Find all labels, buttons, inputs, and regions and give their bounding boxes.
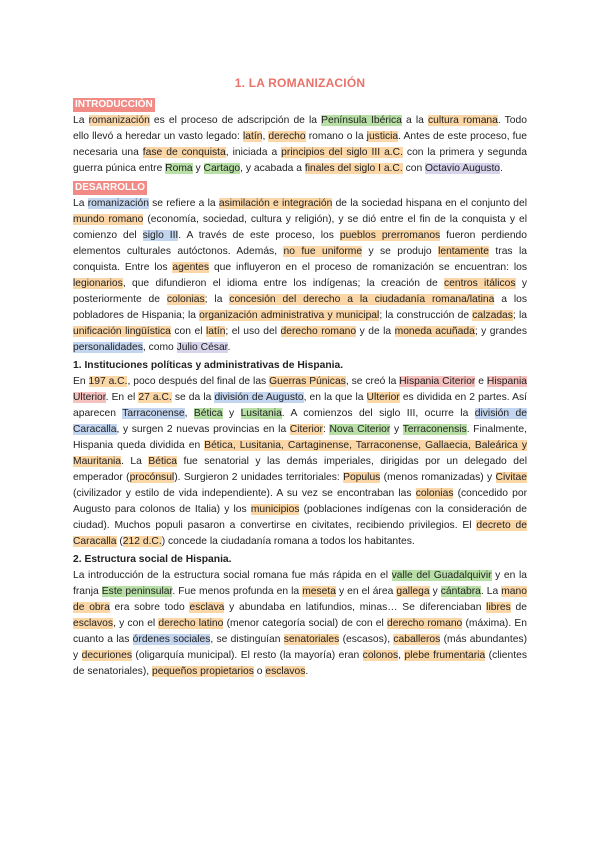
highlighted-term: derecho romano xyxy=(386,618,463,629)
highlighted-term: Hispania Citerior xyxy=(399,376,476,387)
highlighted-term: no fue uniforme xyxy=(283,246,363,257)
paragraph-text: , xyxy=(398,650,405,661)
highlighted-term: Terraconensis xyxy=(402,424,467,435)
highlighted-term: justicia xyxy=(366,131,399,142)
highlighted-term: mano de obra xyxy=(73,586,527,613)
highlighted-term: organización administrativa y municipal xyxy=(199,310,380,321)
paragraph-text: y posteriormente de xyxy=(73,278,527,305)
paragraph-text: ; la construcción de xyxy=(379,310,473,321)
paragraph-text: , xyxy=(262,131,269,142)
highlighted-term: Populus xyxy=(343,472,381,483)
paragraph-text: La xyxy=(73,115,89,126)
paragraph-text: ( xyxy=(116,536,123,547)
highlighted-term: mundo romano xyxy=(73,214,144,225)
paragraph-text: La xyxy=(73,198,88,209)
paragraph-text: e xyxy=(475,376,487,387)
highlighted-term: Citerior xyxy=(289,424,323,435)
paragraph-introduccion xyxy=(73,113,527,177)
paragraph-text: ). Surgieron 2 unidades territoriales: xyxy=(174,472,344,483)
paragraph-text: con el xyxy=(170,326,206,337)
highlighted-term: valle del Guadalquivir xyxy=(391,570,492,581)
paragraph-text: con xyxy=(402,163,426,174)
highlighted-term: senatoriales xyxy=(283,634,340,645)
highlighted-term: Cartago xyxy=(203,163,241,174)
paragraph-text: . Fue menos profunda en la xyxy=(172,586,303,597)
highlighted-term: siglo III xyxy=(142,230,179,241)
paragraph-text: o xyxy=(253,666,266,677)
highlighted-term: Civitae xyxy=(495,472,527,483)
paragraph-text: (menos romanizadas) y xyxy=(380,472,496,483)
paragraph-text: , xyxy=(184,408,194,419)
highlighted-term: legionarios xyxy=(73,278,123,289)
paragraph-text: y xyxy=(390,424,403,435)
highlighted-term: Bética xyxy=(193,408,223,419)
highlighted-term: unificación lingüística xyxy=(73,326,171,337)
paragraph-text: (poblaciones indígenas con la consideración de ciudad). Muchos populi pasaron a convertirse en civitates, recibiendo privilegios. El xyxy=(73,504,527,531)
paragraph-text: , y con el xyxy=(113,618,159,629)
highlighted-term: Bética, Lusitania, Cartaginense, Tarraconense, Gallaecia, Baleárica y Mauritania xyxy=(73,440,527,467)
highlighted-term: esclavos xyxy=(265,666,306,677)
highlighted-term: colonias xyxy=(166,294,205,305)
paragraph-text: se da la xyxy=(171,392,215,403)
paragraph-text: , iniciada a xyxy=(225,147,282,158)
paragraph-text: (escasos), xyxy=(339,634,394,645)
paragraph-text: (menor categoría social) de con el xyxy=(223,618,387,629)
subsection-heading-instituciones: 1. Instituciones políticas y administrativas de Hispania. xyxy=(73,360,344,371)
paragraph-text: a la xyxy=(401,115,428,126)
paragraph-text: de la sociedad hispana en el conjunto del xyxy=(332,198,528,209)
paragraph-text: ; la xyxy=(512,310,527,321)
highlighted-term: concesión del derecho a la ciudadanía romana/latina xyxy=(229,294,495,305)
highlighted-term: Tarraconense xyxy=(122,408,185,419)
paragraph-text: . A comienzos del siglo III, ocurre la xyxy=(281,408,475,419)
highlighted-term: esclava xyxy=(189,602,225,613)
highlighted-term: 197 a.C. xyxy=(88,376,128,387)
highlighted-term: división de Augusto xyxy=(214,392,304,403)
paragraph-desarrollo xyxy=(73,196,527,356)
paragraph-text: . xyxy=(227,342,231,353)
highlighted-term: cántabra xyxy=(440,586,481,597)
paragraph-text: , como xyxy=(142,342,177,353)
highlighted-term: 212 d.C. xyxy=(122,536,162,547)
highlighted-term: agentes xyxy=(172,262,210,273)
highlighted-term: colonos xyxy=(362,650,399,661)
highlighted-term: romanización xyxy=(88,115,150,126)
highlighted-term: finales del siglo I a.C. xyxy=(304,163,403,174)
paragraph-text: . En el xyxy=(105,392,139,403)
paragraph-text: y en el área xyxy=(335,586,397,597)
paragraph-text: y xyxy=(429,586,441,597)
highlighted-term: Hispania Ulterior xyxy=(73,376,527,403)
paragraph-text: a los pobladores de Hispania; la xyxy=(73,294,527,321)
paragraph-text: (concedido por Augusto para colonos de Italia) y los xyxy=(73,488,527,515)
paragraph-text: . Antes de este proceso, fue necesaria una xyxy=(73,131,527,158)
paragraph-text: (oligarquía municipal). El resto (la mayoría) eran xyxy=(131,650,363,661)
highlighted-term: latín xyxy=(205,326,226,337)
paragraph-text: era sobre todo xyxy=(109,602,190,613)
highlighted-term: Julio César xyxy=(176,342,228,353)
highlighted-term: romanización xyxy=(87,198,149,209)
paragraph-text: . La xyxy=(480,586,502,597)
paragraph-text: (máxima). En cuanto a las xyxy=(73,618,527,645)
highlighted-term: derecho xyxy=(268,131,306,142)
paragraph-text: , poco después del final de las xyxy=(127,376,270,387)
highlighted-term: derecho romano xyxy=(280,326,357,337)
highlighted-term: plebe frumentaria xyxy=(404,650,486,661)
paragraph-instituciones xyxy=(73,374,527,550)
paragraph-text: . xyxy=(500,163,503,174)
highlighted-term: asimilación e integración xyxy=(218,198,333,209)
paragraph-text: . La xyxy=(121,456,149,467)
highlighted-term: fase de conquista xyxy=(142,147,226,158)
paragraph-text: con la primera y segunda guerra púnica entre xyxy=(73,147,527,174)
paragraph-text: La introducción de la estructura social romana fue más rápida en el xyxy=(73,570,392,581)
highlighted-term: división de Caracalla xyxy=(73,408,527,435)
paragraph-text: (civilizador y estilo de vida independiente). A su vez se encontraban las xyxy=(73,488,416,499)
paragraph-text: y abundaba en latifundios, minas… Se diferenciaban xyxy=(224,602,487,613)
highlighted-term: Este peninsular xyxy=(101,586,173,597)
paragraph-text: ) concede la ciudadanía romana a todos los habitantes. xyxy=(161,536,415,547)
paragraph-text: de xyxy=(510,602,527,613)
paragraph-text: y de la xyxy=(356,326,395,337)
section-heading-introduccion: INTRODUCCIÓN xyxy=(75,99,153,110)
paragraph-text: , y acabada a xyxy=(240,163,305,174)
subsection-heading-estructura-social: 2. Estructura social de Hispania. xyxy=(73,554,232,565)
paragraph-text: romano o la xyxy=(305,131,367,142)
highlighted-term: decreto de Caracalla xyxy=(73,520,527,547)
paragraph-text: . xyxy=(305,666,309,677)
highlighted-term: gallega xyxy=(396,586,430,597)
highlighted-term: pequeños propietarios xyxy=(152,666,254,677)
paragraph-text: (clientes de senatoriales), xyxy=(73,650,527,677)
highlighted-term: procónsul xyxy=(129,472,175,483)
highlighted-term: derecho latino xyxy=(158,618,224,629)
highlighted-term: principios del siglo III a.C. xyxy=(281,147,403,158)
highlighted-term: cultura romana xyxy=(427,115,498,126)
paragraph-text: es el proceso de adscripción de la xyxy=(149,115,322,126)
highlighted-term: calzadas xyxy=(472,310,513,321)
paragraph-text: . Finalmente, Hispania queda dividida en xyxy=(73,424,527,451)
highlighted-term: esclavos xyxy=(73,618,114,629)
highlighted-term: lentamente xyxy=(438,246,490,257)
paragraph-text: , y surgen 2 nuevas provincias en la xyxy=(116,424,290,435)
highlighted-term: centros itálicos xyxy=(443,278,516,289)
paragraph-text: y xyxy=(222,408,241,419)
highlighted-term: meseta xyxy=(302,586,336,597)
highlighted-term: Nova Citerior xyxy=(329,424,391,435)
paragraph-text: y en la franja xyxy=(73,570,527,597)
paragraph-text: fue senatorial y las demás imperiales, dirigidas por un delegado del emperador ( xyxy=(73,456,527,483)
paragraph-text: que influyeron en el proceso de romanización se encuentran: los xyxy=(209,262,527,273)
highlighted-term: Bética xyxy=(148,456,177,467)
highlighted-term: órdenes sociales xyxy=(132,634,211,645)
highlighted-term: libres xyxy=(486,602,511,613)
paragraph-text: (más abundantes) y xyxy=(73,634,528,661)
highlighted-term: Roma xyxy=(165,163,193,174)
paragraph-text: En xyxy=(73,376,89,387)
paragraph-text: ; y grandes xyxy=(474,326,527,337)
highlighted-term: pueblos prerromanos xyxy=(339,230,441,241)
paragraph-text: y xyxy=(192,163,204,174)
paragraph-text: y se produjo xyxy=(362,246,439,257)
page-title: 1. LA ROMANIZACIÓN xyxy=(234,76,366,90)
highlighted-term: municipios xyxy=(250,504,300,515)
highlighted-term: Ulterior xyxy=(366,392,400,403)
paragraph-estructura-social xyxy=(73,568,527,680)
highlighted-term: Península Ibérica xyxy=(321,115,402,126)
highlighted-term: caballeros xyxy=(393,634,441,645)
paragraph-text: . Todo ello llevó a heredar un vasto legado: xyxy=(73,115,527,142)
paragraph-text: . A través de este proceso, los xyxy=(178,230,340,241)
paragraph-text: , que difundieron el idioma entre los indígenas; la creación de xyxy=(122,278,444,289)
paragraph-text: , se creó la xyxy=(345,376,400,387)
paragraph-text: , se distinguían xyxy=(210,634,284,645)
highlighted-term: colonias xyxy=(415,488,454,499)
paragraph-text: ; la xyxy=(204,294,230,305)
highlighted-term: decuriones xyxy=(81,650,132,661)
paragraph-text: fueron perdiendo elementos culturales autóctonos. Además, xyxy=(73,230,528,257)
highlighted-term: Guerras Púnicas xyxy=(269,376,346,387)
paragraph-text: , en la que la xyxy=(303,392,367,403)
paragraph-text: es dividida en 2 partes. Así aparecen xyxy=(73,392,527,419)
section-heading-desarrollo: DESARROLLO xyxy=(75,182,145,193)
highlighted-term: moneda acuñada xyxy=(394,326,475,337)
paragraph-text: ; el uso del xyxy=(225,326,281,337)
paragraph-text: tras la conquista. Entre los xyxy=(73,246,527,273)
highlighted-term: 27 a.C. xyxy=(138,392,172,403)
highlighted-term: personalidades xyxy=(73,342,143,353)
highlighted-term: Lusitania xyxy=(240,408,282,419)
highlighted-term: latín xyxy=(242,131,263,142)
paragraph-text: : xyxy=(322,424,330,435)
paragraph-text: (economía, sociedad, cultura y religión), y se dió entre el fin de la conquista y el comienzo del xyxy=(73,214,527,241)
paragraph-text: se refiere a la xyxy=(148,198,219,209)
highlighted-term: Octavio Augusto xyxy=(425,163,501,174)
